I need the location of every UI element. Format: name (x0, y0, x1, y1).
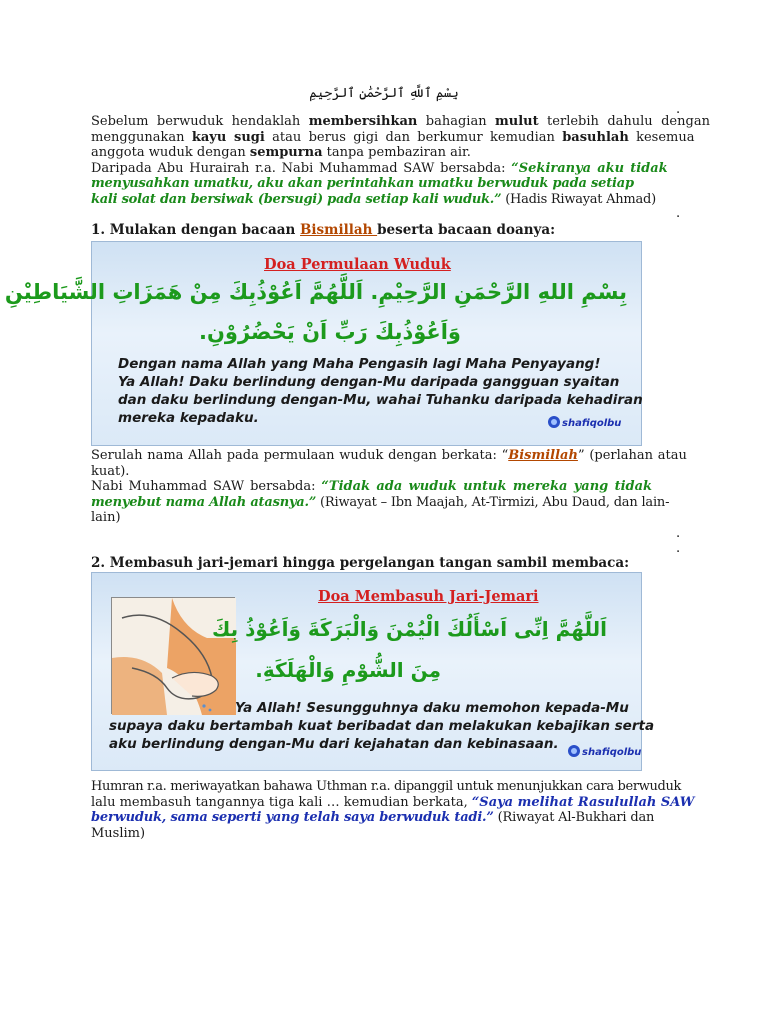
intro-bold-basuhlah: basuhlah (562, 129, 629, 145)
after2-text: lalu membasuh tangannya tiga kali … kemudian berkata, (91, 794, 472, 810)
step-1-heading (91, 222, 555, 238)
step-1-label: 1. Mulakan dengan bacaan (91, 222, 301, 238)
intro-text: bahagian (417, 114, 496, 129)
intro-line-4 (91, 161, 677, 177)
after1-line-3 (91, 479, 677, 495)
shafiqolbu-logo (568, 745, 641, 758)
stray-dot: . (676, 541, 681, 556)
after1-text: Serulah nama Allah pada permulaan wuduk dengan berkata: “ (91, 448, 509, 463)
hadith-quote: menyebut nama Allah atasnya.” (91, 494, 317, 510)
bismillah-paragraph (91, 448, 687, 526)
logo-icon (548, 416, 560, 428)
intro-text: menggunakan (91, 129, 192, 145)
after1-text: ” (perlahan atau (577, 448, 687, 463)
intro-paragraph (91, 114, 710, 208)
intro-line-2 (91, 129, 695, 146)
logo-text: shafiqolbu (582, 747, 642, 758)
washing-hands-illustration (112, 598, 236, 715)
doa-membasuh-jari-jemari-panel (91, 572, 655, 771)
washing-hands-image (111, 597, 235, 714)
hadith-source: (Hadis Riwayat Ahmad) (501, 191, 656, 207)
intro-text: atau berus gigi dan berkumur kemudian (264, 129, 563, 145)
hadith-quote: kali solat dan bersiwak (bersugi) pada setiap kali wuduk.” (91, 191, 502, 207)
arabic-doa-line-1: اَللَّهُمَّ اِنِّى اَسْأَلُكَ الْيُمْنَ وَالْبَرَكَةَ وَاَعُوْذُ بِكَ (212, 617, 607, 641)
intro-bold-sempurna: sempurna (249, 145, 323, 161)
hadith-quote: menyusahkan umatku, aku akan perintahkan umatku berwuduk pada setiap (91, 176, 634, 192)
intro-line-3 (91, 145, 677, 161)
intro-text: tanpa pembaziran air. (322, 145, 471, 161)
intro-text: Daripada Abu Hurairah r.a. Nabi Muhammad SAW bersabda: (91, 160, 512, 176)
shafiqolbu-logo (548, 416, 621, 429)
after1-line-4 (91, 495, 677, 511)
stray-dot: . (676, 102, 681, 117)
after2-line-2 (91, 794, 695, 811)
doa-permulaan-wuduk-panel (4, 241, 643, 446)
stray-dot: . (676, 206, 681, 221)
intro-text: Sebelum berwuduk hendaklah (91, 114, 309, 129)
translation-line: dan daku berlindung dengan-Mu, wahai Tuhanku daripada kehadiran (118, 392, 643, 408)
after1-text: Nabi Muhammad SAW bersabda: (91, 479, 322, 495)
top-basmala: بِسْمِ ٱللَّهِ ٱلرَّحْمَٰنِ ٱلرَّحِيمِ (309, 86, 459, 101)
arabic-doa-line-2: مِنَ الشُّوْمِ وَالْهَلَكَةِ. (255, 658, 441, 682)
intro-line-1 (91, 114, 710, 130)
after1-line-5: lain) (91, 510, 121, 526)
translation-line: aku berlindung dengan-Mu dari kejahatan dan kebinasaan. (109, 736, 559, 752)
after2-line-1: Humran r.a. meriwayatkan bahawa Uthman r.a. dipanggil untuk menunjukkan cara berwuduk (91, 779, 682, 794)
intro-bold-kayu-sugi: kayu sugi (191, 129, 265, 145)
panel-title: Doa Permulaan Wuduk (264, 256, 451, 273)
intro-bold-membersihkan: membersihkan (308, 114, 418, 129)
translation-line: Dengan nama Allah yang Maha Pengasih lagi Maha Penyayang! (118, 356, 601, 372)
humran-paragraph (91, 779, 695, 841)
translation-line: mereka kepadaku. (118, 410, 259, 426)
panel-title: Doa Membasuh Jari-Jemari (318, 588, 539, 605)
bismillah-quote: Bismillah (508, 448, 578, 463)
intro-bold-mulut: mulut (495, 114, 539, 129)
hadith-quote: berwuduk, sama seperti yang telah saya berwuduk tadi.” (91, 810, 494, 826)
after1-line-2: kuat). (91, 463, 130, 479)
after2-line-3 (91, 810, 677, 826)
intro-line-6 (91, 192, 677, 208)
logo-icon (568, 745, 580, 757)
arabic-doa-line-1: بِسْمِ اللهِ الرَّحْمَنِ الرَّحِيْمِ. اَللَّهُمَّ اَعُوْذُبِكَ مِنْ هَمَزَاتِ الشَّيَاطِيْنِ (4, 280, 627, 304)
intro-text: kesemua (628, 129, 695, 145)
translation-line: Ya Allah! Daku berlindung dengan-Mu daripada gangguan syaitan (118, 374, 620, 390)
logo-text: shafiqolbu (562, 418, 622, 429)
hadith-source: (Riwayat – Ibn Maajah, At-Tirmizi, Abu Daud, dan lain- (316, 494, 670, 510)
stray-dot: . (676, 526, 681, 541)
intro-text: anggota wuduk dengan (91, 145, 250, 161)
hadith-source: (Riwayat Al-Bukhari dan (493, 810, 655, 826)
translation-line: supaya daku bertambah kuat beribadat dan melakukan kebajikan serta (109, 718, 655, 734)
hadith-quote: “Sekiranya aku tidak (511, 160, 668, 176)
hadith-quote: “Tidak ada wuduk untuk mereka yang tidak (321, 479, 653, 495)
after2-line-4: Muslim) (91, 825, 146, 841)
bismillah-link[interactable]: Bismillah (300, 222, 378, 238)
intro-text: terlebih dahulu dengan (538, 114, 710, 129)
doa-translation-line-1: Ya Allah! Sesungguhnya daku memohon kepada-Mu (235, 700, 629, 716)
step-2-heading: 2. Membasuh jari-jemari hingga pergelangan tangan sambil membaca: (91, 555, 630, 571)
hadith-quote: “Saya melihat Rasulullah SAW (471, 794, 695, 810)
arabic-doa-line-2: وَاَعُوْذُبِكَ رَبِّ اَنْ يَحْضُرُوْنِ. (199, 320, 461, 344)
step-1-label-suffix: beserta bacaan doanya: (377, 222, 556, 238)
after1-line-1 (91, 448, 687, 464)
